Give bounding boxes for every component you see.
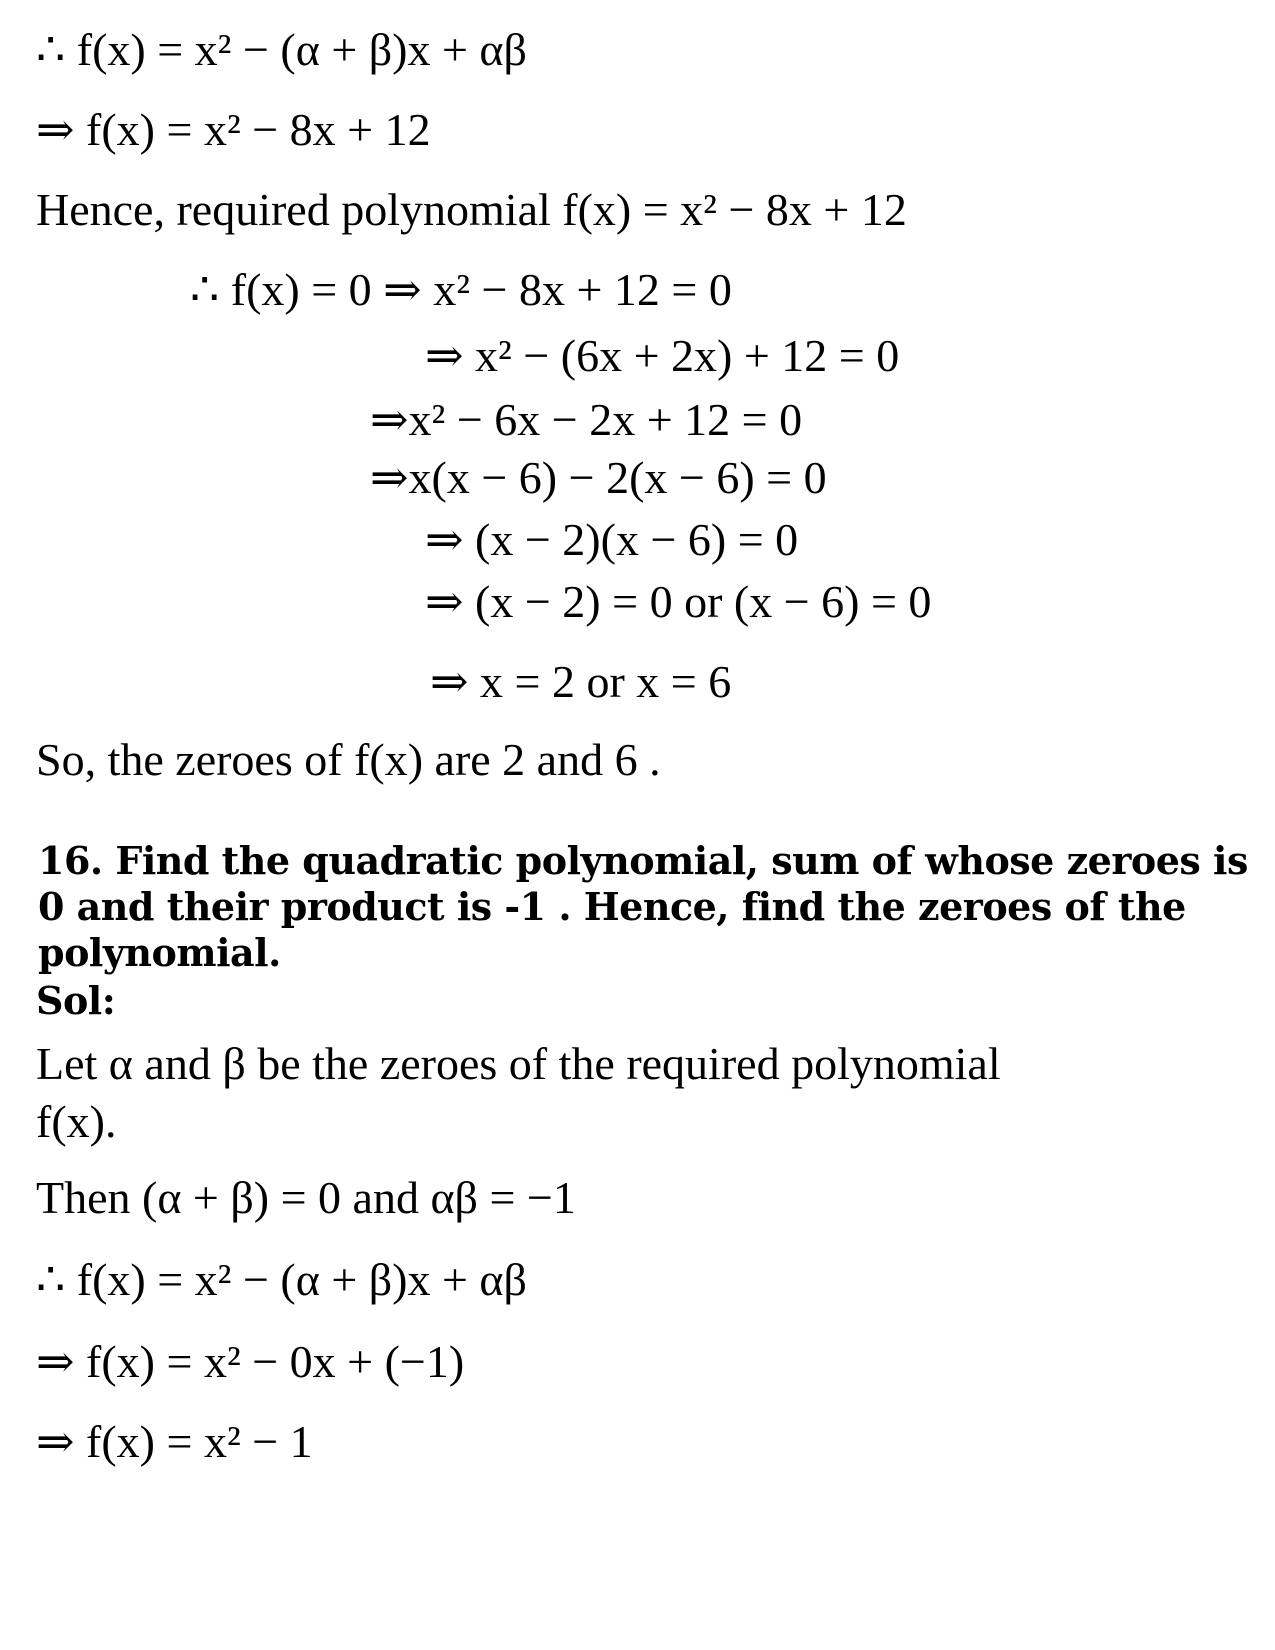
result-line: ⇒ f(x) = x² − 1 [36,1416,313,1467]
step-line: ⇒ x = 2 or x = 6 [430,656,732,707]
formula-line: ⇒ f(x) = x² − 8x + 12 [36,104,431,155]
let-statement-cont: f(x). [36,1096,117,1147]
step-line: ∴ f(x) = 0 ⇒ x² − 8x + 12 = 0 [190,264,732,315]
let-statement: Let α and β be the zeroes of the required polynomial [36,1038,1001,1089]
formula-line: ∴ f(x) = x² − (α + β)x + αβ [36,1254,527,1305]
step-line: ⇒ (x − 2) = 0 or (x − 6) = 0 [425,576,932,627]
solution-label: Sol: [36,978,116,1023]
step-line: ⇒x² − 6x − 2x + 12 = 0 [370,394,803,445]
conclusion: So, the zeroes of f(x) are 2 and 6 . [36,734,661,785]
then-statement: Then (α + β) = 0 and αβ = −1 [36,1172,576,1223]
hence-statement: Hence, required polynomial f(x) = x² − 8x + 12 [36,184,907,235]
formula-line: ∴ f(x) = x² − (α + β)x + αβ [36,24,527,75]
step-line: ⇒ (x − 2)(x − 6) = 0 [425,514,799,565]
question-16: 16. Find the quadratic polynomial, sum of whose zeroes is 0 and their product is -1 . Hence, find the zeroes of the polynomial. [38,838,1248,975]
step-line: ⇒ x² − (6x + 2x) + 12 = 0 [425,330,900,381]
step-line: ⇒x(x − 6) − 2(x − 6) = 0 [370,452,827,503]
formula-line: ⇒ f(x) = x² − 0x + (−1) [36,1336,465,1387]
